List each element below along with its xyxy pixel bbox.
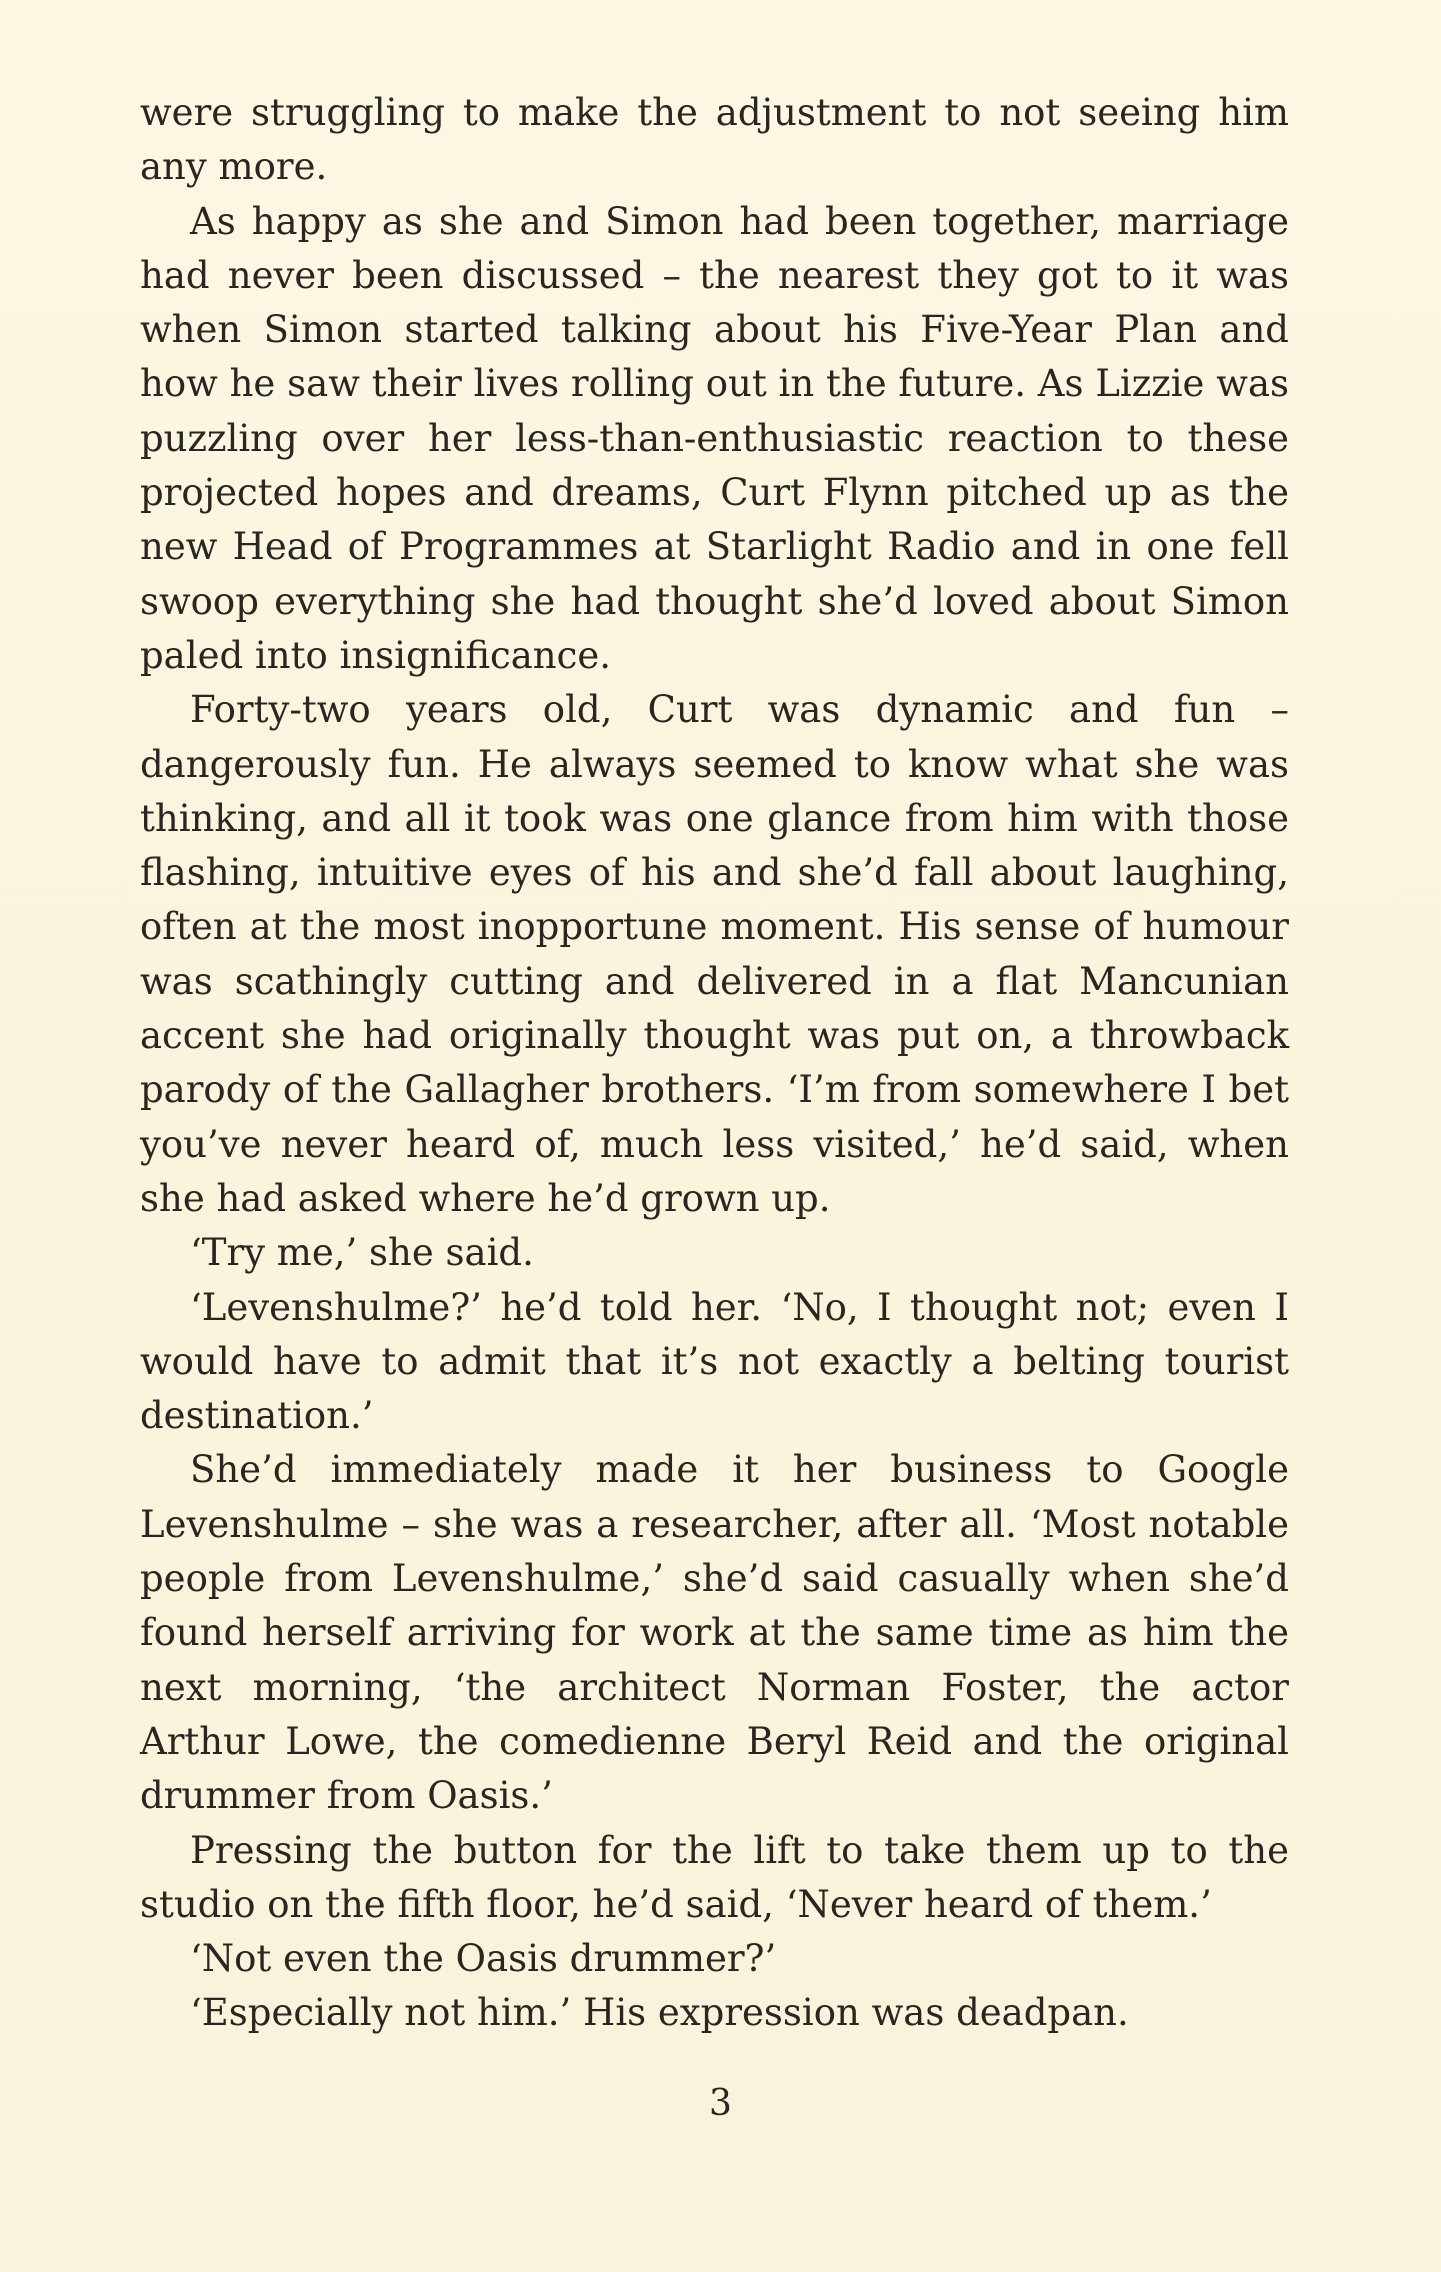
paragraph-lift: Pressing the button for the lift to take them up to the studio on the fifth floor, he’d said, ‘Never heard of them.’	[140, 1828, 1289, 1926]
paragraph-deadpan: ‘Especially not him.’ His expression was deadpan.	[190, 1991, 1129, 2035]
paragraph-simon-marriage: As happy as she and Simon had been together, marriage had never been discussed – the nearest they got to it was when Simon started talking about his Five-Year Plan and how he saw their lives rolling out in the future. As Lizzie was puzzling over her less-than-enthusiastic reaction to these projected hopes and dreams, Curt Flynn pitched up as the new Head of Programmes at Starlight Radio and in one fell swoop everything she had thought she’d loved about Simon paled into insignificance.	[140, 199, 1289, 677]
paragraph-continued: were struggling to make the adjustment to not seeing him any more.	[140, 91, 1289, 189]
page-number: 3	[709, 2083, 732, 2124]
paragraph-curt-description: Forty-two years old, Curt was dynamic and fun – dangerously fun. He always seemed to know what she was thinking, and all it took was one glance from him with those flashing, intuitive eyes of his and she’d fall about laughing, often at the most inopportune moment. His sense of humour was scathingly cutting and delivered in a flat Mancunian accent she had originally thought was put on, a throwback parody of the Gallagher brothers. ‘I’m from somewhere I bet you’ve never heard of, much less visited,’ he’d said, when she had asked where he’d grown up.	[140, 688, 1289, 1220]
paragraph-try-me: ‘Try me,’ she said.	[190, 1231, 534, 1275]
paragraph-google: She’d immediately made it her business to Google Levenshulme – she was a researcher, after all. ‘Most notable people from Levenshulme,’ she’d said casually when she’d found herself arriving for work at the same time as him the next morning, ‘the architect Norman Foster, the actor Arthur Lowe, the comedienne Beryl Reid and the original drummer from Oasis.’	[140, 1448, 1289, 1818]
body-text	[140, 86, 1289, 2041]
paragraph-levenshulme: ‘Levenshulme?’ he’d told her. ‘No, I thought not; even I would have to admit that it’s not exactly a belting tourist destination.’	[140, 1285, 1289, 1438]
paragraph-oasis-drummer: ‘Not even the Oasis drummer?’	[190, 1937, 777, 1981]
